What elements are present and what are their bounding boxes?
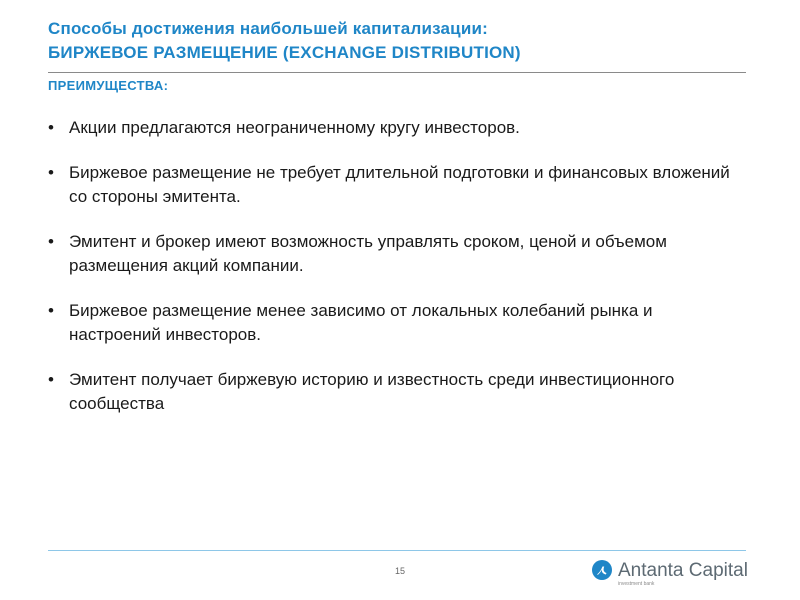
bullet-text: Акции предлагаются неограниченному кругу инвесторов.	[69, 118, 520, 137]
title-line-1: Способы достижения наибольшей капитализации:	[48, 19, 489, 38]
list-item	[48, 368, 738, 416]
advantages-list	[48, 116, 738, 437]
list-item	[48, 230, 738, 278]
title-line-2: БИРЖЕВОЕ РАЗМЕЩЕНИЕ (EXCHANGE DISTRIBUTION)	[48, 43, 521, 62]
logo-wordmark: Antanta Capital	[618, 560, 748, 581]
page-number: 15	[395, 566, 406, 576]
list-item	[48, 161, 738, 209]
antanta-logo-icon	[592, 560, 612, 580]
header-divider	[48, 72, 746, 73]
bullet-marker: •	[48, 370, 54, 389]
bullet-text: Биржевое размещение не требует длительной подготовки и финансовых вложений со стороны эмитента.	[69, 163, 730, 206]
bullet-marker: •	[48, 163, 54, 182]
bullet-text: Эмитент и брокер имеют возможность управлять сроком, ценой и объемом размещения акций компании.	[69, 232, 667, 275]
bullet-text: Эмитент получает биржевую историю и известность среди инвестиционного сообщества	[69, 370, 675, 413]
bullet-marker: •	[48, 301, 54, 320]
list-item	[48, 116, 738, 140]
bullet-text: Биржевое размещение менее зависимо от локальных колебаний рынка и настроений инвесторов.	[69, 301, 653, 344]
bullet-marker: •	[48, 232, 54, 251]
logo-subtitle: investment bank	[618, 581, 655, 587]
slide-title	[48, 17, 521, 65]
list-item	[48, 299, 738, 347]
bullet-marker: •	[48, 118, 54, 137]
footer-divider	[48, 550, 746, 551]
company-logo	[592, 560, 752, 590]
section-heading: ПРЕИМУЩЕСТВА:	[48, 78, 169, 93]
